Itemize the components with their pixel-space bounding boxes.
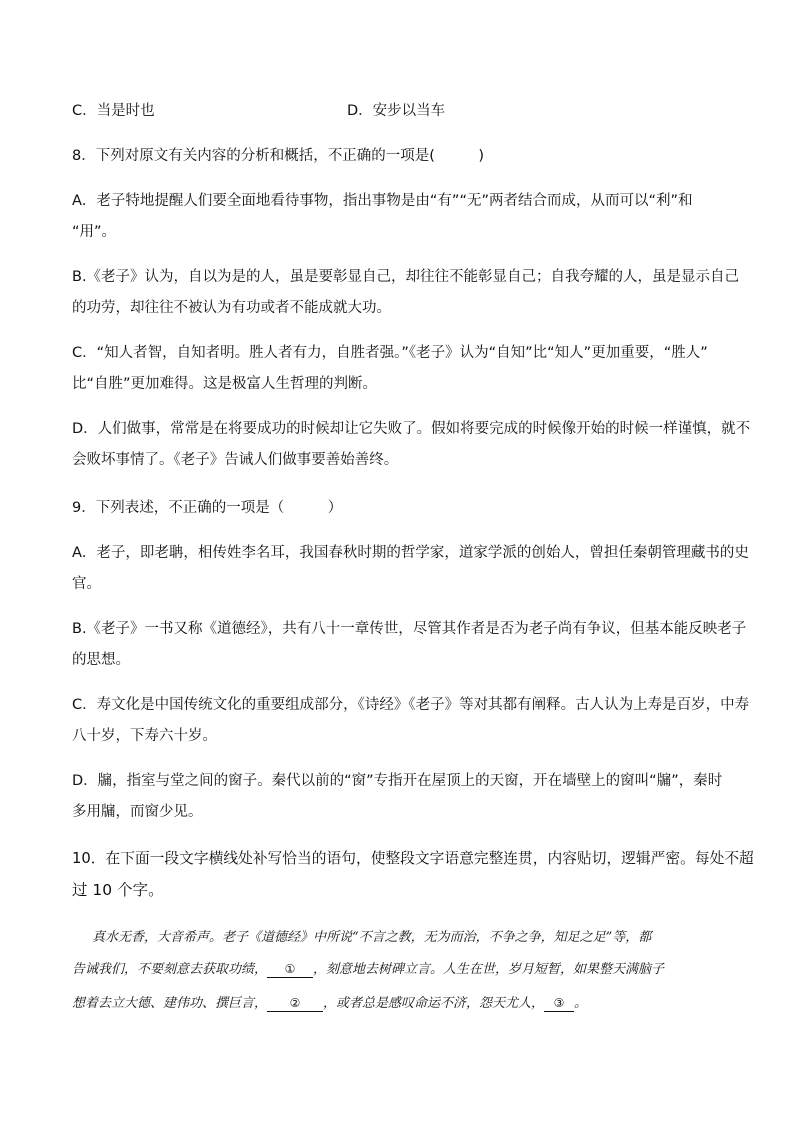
- q10-stem-line1: 10．在下面一段文字横线处补写恰当的语句，使整段文字语意完整连贯，内容贴切，逻辑严密。每处不超: [72, 850, 754, 867]
- fill-blank-2[interactable]: ②: [267, 996, 323, 1012]
- passage-text: 告诫我们，不要刻意去获取功绩，: [72, 962, 268, 977]
- q9-option-c-line1: C．寿文化是中国传统文化的重要组成部分，《诗经》《老子》等对其都有阐释。古人认为上寿是百岁，中寿: [72, 697, 750, 713]
- q8-stem: 8．下列对原文有关内容的分析和概括，不正确的一项是( ): [72, 148, 485, 164]
- q9-option-a-line1: A．老子，即老聃，相传姓李名耳，我国春秋时期的哲学家，道家学派的创始人，曾担任秦朝管理藏书的史: [72, 545, 749, 561]
- q10-passage-line1: 真水无香，大音希声。老子《道德经》中所说“不言之教，无为而治，不争之争，知足之足”等，都: [92, 930, 652, 945]
- q8-option-b-line1: B.《老子》认为，自以为是的人，虽是要彰显自己，却往往不能彰显自己；自我夸耀的人，虽是显示自己: [72, 269, 740, 285]
- q10-stem-line2: 过 10 个字。: [72, 881, 164, 899]
- q9-stem: 9．下列表述，不正确的一项是（ ）: [72, 500, 343, 516]
- q9-option-a-line2: 官。: [72, 576, 101, 592]
- q7-option-d: D．安步以当车: [347, 103, 446, 119]
- q8-option-d-line2: 会败坏事情了。《老子》告诫人们做事要善始善终。: [72, 452, 399, 468]
- q9-option-d-line1: D．牖，指室与堂之间的窗子。秦代以前的“窗”专指开在屋顶上的天窗，开在墙壁上的窗叫“牖”，秦时: [72, 773, 723, 789]
- passage-text: 想着去立大德、建伟功、撰巨言，: [72, 996, 268, 1011]
- q8-option-c-line2: 比“自胜”更加难得。这是极富人生哲理的判断。: [72, 376, 378, 392]
- q8-option-d-line1: D．人们做事，常常是在将要成功的时候却让它失败了。假如将要完成的时候像开始的时候一样谨慎，就不: [72, 421, 751, 437]
- q9-option-b-line2: 的思想。: [72, 652, 130, 668]
- fill-blank-3[interactable]: ③: [544, 996, 574, 1012]
- q7-option-c: C．当是时也: [72, 103, 155, 119]
- passage-text: ，或者总是感叹命运不济，怨天尤人，: [323, 996, 545, 1011]
- passage-text: 。: [574, 996, 588, 1011]
- q8-option-c-line1: C．“知人者智，自知者明。胜人者有力，自胜者强。”《老子》认为“自知”比“知人”更加重要，“胜人”: [72, 345, 708, 361]
- q9-option-d-line2: 多用牖，而窗少见。: [72, 804, 203, 820]
- q9-option-b-line1: B.《老子》一书又称《道德经》，共有八十一章传世，尽管其作者是否为老子尚有争议，但基本能反映老子: [72, 621, 747, 637]
- q8-option-b-line2: 的功劳，却往往不被认为有功或者不能成就大功。: [72, 300, 391, 316]
- q9-option-c-line2: 八十岁，下寿六十岁。: [72, 728, 217, 744]
- q8-option-a-line2: “用”。: [72, 224, 117, 240]
- q10-passage-line3: [72, 994, 587, 1014]
- q8-option-a-line1: A．老子特地提醒人们要全面地看待事物，指出事物是由“有”“无”两者结合而成，从而可以“利”和: [72, 193, 693, 209]
- fill-blank-1[interactable]: ①: [267, 962, 313, 978]
- q10-passage-line2: [72, 960, 664, 980]
- passage-text: ，刻意地去树碑立言。人生在世，岁月短暂，如果整天满脑子: [313, 962, 665, 977]
